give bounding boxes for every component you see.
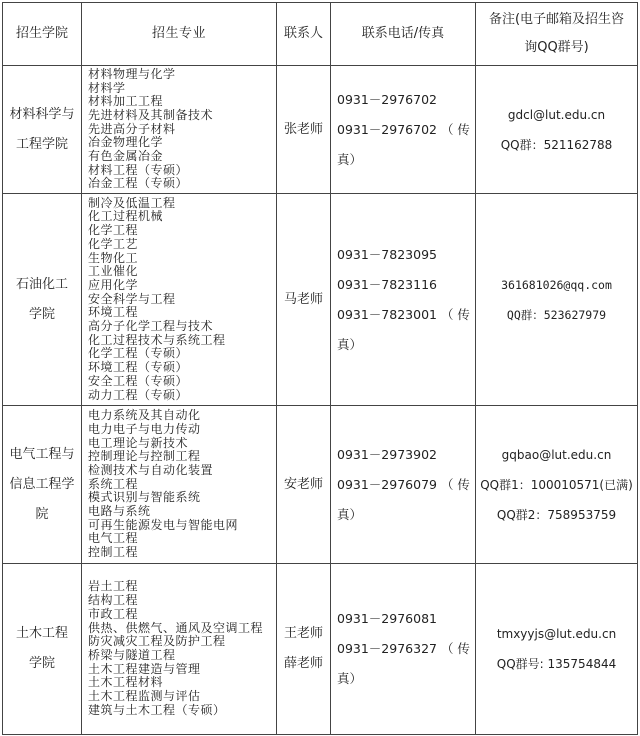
major-list-line: 市政工程 (88, 606, 139, 621)
major-list-line: 控制理论与控制工程 (88, 449, 201, 464)
major-list-line: 防灾减灾工程及防护工程 (88, 634, 226, 649)
header-notes (476, 3, 638, 66)
notes-email-qq-line: QQ群：521162788 (500, 137, 613, 152)
contact-person (277, 564, 331, 735)
phone-fax-line: 0931－7823116 (337, 276, 437, 292)
major-list-line: 结构工程 (88, 593, 139, 608)
phone-fax-line: 真） (337, 506, 363, 522)
major-list-line: 化学工程（专硕） (88, 346, 189, 361)
major-list-line: 制冷及低温工程 (88, 195, 176, 210)
major-list (82, 66, 277, 194)
phone-fax-line: 0931－2973902 (337, 446, 437, 462)
major-list-line: 土木工程监测与评估 (88, 689, 201, 704)
notes-email-qq (476, 66, 638, 194)
college-name (3, 66, 82, 194)
phone-fax (331, 406, 476, 564)
major-list-line: 生物化工 (88, 250, 139, 265)
phone-fax-line: 0931－7823001 （ 传 (337, 306, 470, 322)
contact-person-line: 安老师 (283, 476, 323, 492)
major-list-line: 电力电子与电力传动 (88, 421, 201, 436)
major-list (82, 564, 277, 735)
phone-fax (331, 564, 476, 735)
major-list-line: 材料工程（专硕） (88, 162, 189, 177)
notes-email-qq (476, 564, 638, 735)
major-list-line: 先进材料及其制备技术 (88, 107, 214, 122)
major-list-line: 电力系统及其自动化 (88, 408, 201, 423)
major-list-line: 建筑与土木工程（专硕） (88, 702, 226, 717)
contact-person-line: 薛老师 (283, 656, 323, 671)
header-phone: 联系电话/传真 (331, 3, 476, 66)
notes-email-qq-line: 361681026@qq.com (501, 277, 612, 292)
major-list-line: 土木工程材料 (88, 675, 164, 690)
college-name-line: 学院 (28, 656, 55, 671)
phone-fax-line: 0931－7823095 (337, 246, 437, 262)
college-name-line: 土木工程 (15, 626, 68, 641)
header-college: 招生学院 (3, 3, 82, 66)
table-row (3, 564, 638, 735)
phone-fax-line: 真） (337, 151, 363, 167)
contact-person (277, 66, 331, 194)
major-list-line: 系统工程 (88, 476, 139, 491)
header-notes-line: 询QQ群号) (524, 40, 589, 55)
major-list-line: 应用化学 (88, 277, 139, 292)
major-list-line: 化工过程机械 (88, 209, 164, 224)
major-list-line: 土木工程建造与管理 (88, 661, 201, 676)
major-list (82, 406, 277, 564)
college-name-line: 工程学院 (15, 136, 68, 152)
college-name-line: 石油化工 (15, 276, 68, 292)
header-majors: 招生专业 (82, 3, 277, 66)
college-name-line: 信息工程学 (9, 476, 75, 492)
major-list-line: 材料学 (88, 80, 126, 95)
college-name (3, 194, 82, 406)
college-name (3, 406, 82, 564)
header-contact: 联系人 (277, 3, 331, 66)
phone-fax-line: 0931－2976081 (337, 611, 437, 626)
major-list-line: 模式识别与智能系统 (88, 490, 201, 505)
table-row (3, 66, 638, 194)
college-name-line: 院 (35, 506, 49, 522)
major-list-line: 有色金属冶金 (88, 149, 164, 164)
major-list-line: 材料加工工程 (88, 94, 164, 109)
phone-fax-line: 0931－2976702 (337, 91, 437, 107)
phone-fax-line: 真） (337, 336, 363, 352)
major-list-line: 桥梁与隧道工程 (88, 648, 176, 662)
major-list-line: 高分子化学工程与技术 (88, 319, 214, 334)
major-list-line: 控制工程 (88, 545, 139, 560)
header-notes-line: 备注(电子邮箱及招生咨 (488, 12, 625, 27)
college-name-line: 材料科学与 (9, 106, 75, 122)
table-header-row (3, 3, 638, 66)
contact-person (277, 194, 331, 406)
major-list-line: 电工理论与新技术 (88, 435, 189, 450)
admissions-contact-table (2, 2, 638, 735)
major-list-line: 环境工程 (88, 305, 139, 320)
major-list-line: 动力工程（专硕） (88, 387, 189, 402)
contact-person-line: 马老师 (283, 291, 323, 307)
phone-fax-line: 0931－2976327 （ 传 (337, 641, 470, 656)
college-name (3, 564, 82, 735)
notes-email-qq-line: QQ群：523627979 (506, 307, 607, 322)
major-list-line: 安全工程（专硕） (88, 373, 189, 388)
major-list-line: 电路与系统 (88, 504, 151, 519)
notes-email-qq-line: gqbao@lut.edu.cn (501, 447, 612, 462)
major-list-line: 检测技术与自动化装置 (88, 462, 214, 477)
notes-email-qq (476, 406, 638, 564)
notes-email-qq (476, 194, 638, 406)
contact-person-line: 张老师 (283, 121, 323, 137)
major-list-line: 岩土工程 (88, 579, 139, 594)
major-list-line: 材料物理与化学 (88, 66, 176, 81)
table-row (3, 194, 638, 406)
major-list-line: 化工过程技术与系统工程 (88, 332, 226, 347)
major-list-line: 冶金工程（专硕） (88, 176, 189, 191)
notes-email-qq-line: tmxyyjs@lut.edu.cn (496, 627, 617, 641)
phone-fax-line: 真） (337, 671, 363, 686)
contact-person (277, 406, 331, 564)
notes-email-qq-line: QQ群2：758953759 (496, 507, 617, 522)
major-list-line: 工业催化 (88, 264, 139, 279)
contact-person-line: 王老师 (283, 626, 323, 641)
major-list-line: 化学工程 (88, 223, 139, 238)
major-list-line: 可再生能源发电与智能电网 (88, 517, 239, 532)
table-row (3, 406, 638, 564)
phone-fax-line: 0931－2976702 （ 传 (337, 121, 470, 137)
notes-email-qq-line: QQ群1：100010571(已满) (480, 477, 633, 492)
phone-fax (331, 194, 476, 406)
major-list-line: 环境工程（专硕） (88, 360, 189, 375)
major-list-line: 化学工艺 (88, 236, 139, 251)
college-name-line: 电气工程与 (9, 446, 75, 462)
major-list-line: 先进高分子材料 (88, 121, 176, 136)
notes-email-qq-line: gdcl@lut.edu.cn (507, 107, 606, 122)
major-list-line: 供热、供燃气、通风及空调工程 (88, 620, 264, 635)
college-name-line: 学院 (28, 306, 55, 322)
major-list-line: 冶金物理化学 (88, 135, 164, 150)
phone-fax (331, 66, 476, 194)
major-list (82, 194, 277, 406)
phone-fax-line: 0931－2976079 （ 传 (337, 476, 470, 492)
notes-email-qq-line: QQ群号: 135754844 (496, 657, 617, 671)
major-list-line: 安全科学与工程 (88, 291, 176, 306)
major-list-line: 电气工程 (88, 531, 139, 546)
